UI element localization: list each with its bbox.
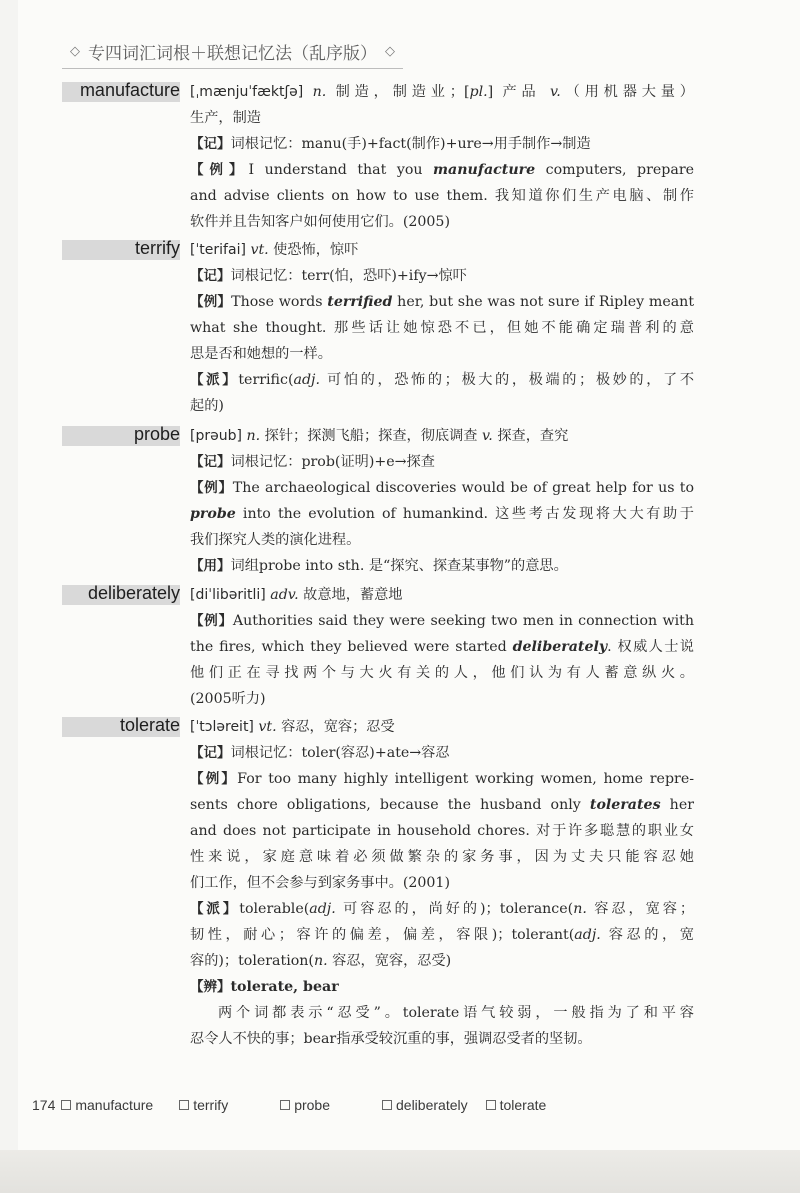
entry-line <box>190 1026 694 1052</box>
header-title: 专四词汇词根＋联想记忆法（乱序版） <box>88 43 377 64</box>
footer-word <box>280 1097 330 1113</box>
footer-word-label: manufacture <box>75 1097 154 1113</box>
entry-line <box>190 183 694 209</box>
headword: terrify <box>135 238 180 258</box>
headword: tolerate <box>119 715 180 735</box>
text-run: 起的) <box>190 398 224 414</box>
text-run: 可容忍的，尚好的)；tolerance( <box>335 901 574 917</box>
text-run: n. <box>312 84 327 100</box>
footer-word <box>382 1097 468 1113</box>
entry-line <box>190 527 694 553</box>
text-run: ] 产品 <box>487 84 550 100</box>
text-run: terrified <box>327 294 393 310</box>
text-run: (2005听力) <box>190 691 266 707</box>
text-run: 制造，制造业；[ <box>326 84 470 100</box>
entry-line <box>190 948 694 974</box>
text-run: vt. <box>258 719 277 735</box>
checkbox-square-icon <box>486 1100 496 1110</box>
diamond-icon: ◇ <box>385 43 395 59</box>
entry-line <box>190 501 694 527</box>
footer-word <box>486 1097 547 1113</box>
entry-line <box>190 608 694 634</box>
text-run: her, but she was not sure if Ripley meant <box>392 294 694 310</box>
text-run <box>303 84 312 100</box>
section-tag: 【记】 <box>190 268 231 284</box>
headword: deliberately <box>87 583 180 603</box>
entry-line <box>190 475 694 501</box>
text-run: 词根记忆：terr(怕，恐吓)+ify→惊吓 <box>230 268 467 284</box>
running-header <box>62 38 403 69</box>
entry-line <box>190 792 694 818</box>
diamond-icon: ◇ <box>70 43 80 59</box>
text-run: into the evolution of humankind. 这些考古发现将大大有助于 <box>235 506 694 522</box>
text-run: tolerates <box>589 797 661 813</box>
entry-line <box>190 922 694 948</box>
entry-body <box>190 237 694 419</box>
section-tag: 【记】 <box>190 745 231 761</box>
entry-body <box>190 714 694 1052</box>
text-run: adj. <box>574 927 601 943</box>
checkbox-square-icon <box>179 1100 189 1110</box>
text-run: 忍令人不快的事；bear指承受较沉重的事，强调忍受者的坚韧。 <box>190 1031 592 1047</box>
entry-line <box>190 105 694 131</box>
entry-line <box>190 553 694 579</box>
entry-body <box>190 79 694 235</box>
entry-line <box>190 818 694 844</box>
text-run: 词根记忆：manu(手)+fact(制作)+ure→用手制作→制造 <box>230 136 591 152</box>
text-run: 软件并且告知客户如何使用它们。(2005) <box>190 214 450 230</box>
text-run: 容的)；toleration( <box>190 953 314 969</box>
text-run: For too many highly intelligent working women, home repre- <box>237 771 694 787</box>
entry-line <box>190 582 694 608</box>
text-run: 性来说，家庭意味着必须做繁杂的家务事，因为丈夫只能容忍她 <box>190 849 694 865</box>
page-number: 174 <box>32 1097 56 1113</box>
text-run: I understand that you <box>248 162 434 178</box>
text-run: 他们正在寻找两个与大火有关的人，他们认为有人蓄意纵火。 <box>190 665 694 681</box>
entry-line <box>190 315 694 341</box>
text-run: vt. <box>250 242 269 258</box>
footer-word-index <box>61 1097 558 1113</box>
section-tag: 【派】 <box>190 372 239 388</box>
text-run: 可怕的，恐怖的；极大的，极端的；极妙的，了不 <box>319 372 694 388</box>
section-tag: 【辨】 <box>190 979 231 995</box>
checkbox-square-icon <box>280 1100 290 1110</box>
text-run: and advise clients on how to use them. 我知道你们生产电脑、制作 <box>190 188 694 204</box>
checkbox-square-icon <box>61 1100 71 1110</box>
footer-word <box>61 1097 153 1113</box>
footer-word-label: tolerate <box>499 1097 547 1113</box>
text-run: terrific( <box>238 372 294 388</box>
entry-line <box>190 131 694 157</box>
entry-line <box>190 766 694 792</box>
text-run: manufacture <box>433 162 536 178</box>
text-run: her <box>669 797 694 813</box>
text-run: tolerable( <box>239 901 310 917</box>
text-run: 容忍，宽容； <box>586 901 694 917</box>
entry-line <box>190 449 694 475</box>
text-run: Authorities said they were seeking two men in connection with <box>232 613 694 629</box>
text-run: sents chore obligations, because the husband only <box>190 797 590 813</box>
text-run: and does not participate in household chores. 对于许多聪慧的职业女 <box>190 823 694 839</box>
text-run: v. <box>549 84 561 100</box>
section-tag: 【记】 <box>190 136 231 152</box>
text-run: computers, prepare <box>545 162 694 178</box>
section-tag: 【用】 <box>190 558 231 574</box>
text-run: （用机器大量） <box>560 84 694 100</box>
text-run: adj. <box>309 901 336 917</box>
text-run: Those words <box>231 294 328 310</box>
section-tag: 【例】 <box>190 294 232 310</box>
text-run: 词组probe into sth. 是“探究、探查某事物”的意思。 <box>230 558 568 574</box>
entry-line <box>190 974 694 1000</box>
entry-line <box>190 870 694 896</box>
entry-line <box>190 714 694 740</box>
headword: probe <box>133 424 180 444</box>
text-run: v. <box>481 428 493 444</box>
text-run: the fires, which they believed were started <box>190 639 513 655</box>
phonetic: [ˌmænjuˈfæktʃə] <box>190 84 304 100</box>
text-run: 探针；探测飞船；探查，彻底调查 <box>260 428 482 444</box>
entry-line <box>190 896 694 922</box>
entry-body <box>190 423 694 579</box>
entry-line <box>190 341 694 367</box>
entry-line <box>190 844 694 870</box>
text-run: The archaeological discoveries would be of great help for us to <box>232 480 694 496</box>
entry-line <box>190 660 694 686</box>
entry-body <box>190 582 694 712</box>
entry-line <box>190 634 694 660</box>
footer-word-label: terrify <box>193 1097 229 1113</box>
phonetic: [ˈterifai] <box>190 242 246 258</box>
text-run: . 权威人士说 <box>607 639 694 655</box>
text-run: 生产，制造 <box>190 110 261 126</box>
footer-word-label: deliberately <box>396 1097 468 1113</box>
phonetic: [diˈlibəritli] <box>190 587 266 603</box>
footer-word <box>179 1097 228 1113</box>
text-run: 故意地，蓄意地 <box>298 587 403 603</box>
text-run: 词根记忆：prob(证明)+e→探查 <box>230 454 435 470</box>
section-tag: 【记】 <box>190 454 231 470</box>
text-run: what she thought. 那些话让她惊恐不已，但她不能确定瑞普利的意 <box>190 320 694 336</box>
text-run: tolerate, bear <box>230 979 339 995</box>
text-run: n. <box>573 901 587 917</box>
text-run: n. <box>246 428 261 444</box>
text-run: 容忍，宽容；忍受 <box>276 719 395 735</box>
page-footer <box>32 1097 558 1113</box>
text-run: 探查，查究 <box>492 428 569 444</box>
headword: manufacture <box>79 80 180 100</box>
section-tag: 【例】 <box>190 613 233 629</box>
text-run: 容忍，宽容，忍受) <box>327 953 452 969</box>
entry-line <box>190 263 694 289</box>
section-tag: 【派】 <box>190 901 240 917</box>
text-run: 词根记忆：toler(容忍)+ate→容忍 <box>230 745 450 761</box>
text-run: 韧性，耐心；容许的偏差，偏差，容限)；tolerant( <box>190 927 575 943</box>
text-run: deliberately <box>512 639 608 655</box>
text-run: n. <box>313 953 328 969</box>
section-tag: 【例】 <box>190 480 233 496</box>
entry-line <box>190 237 694 263</box>
entry-line <box>190 367 694 393</box>
entry-line <box>190 289 694 315</box>
entry-line <box>190 1000 694 1026</box>
entry-line <box>190 79 694 105</box>
text-run: adj. <box>293 372 320 388</box>
text-run: adv. <box>270 587 299 603</box>
entry-line <box>190 209 694 235</box>
section-tag: 【例】 <box>190 771 238 787</box>
section-tag: 【例】 <box>190 162 249 178</box>
checkbox-square-icon <box>382 1100 392 1110</box>
text-run: 们工作，但不会参与到家务事中。(2001) <box>190 875 450 891</box>
scan-bottom-shade <box>0 1150 800 1193</box>
text-run: 使恐怖，惊吓 <box>268 242 359 258</box>
text-run: probe <box>190 506 236 522</box>
entry-line <box>190 393 694 419</box>
text-run: 思是否和她想的一样。 <box>190 346 332 362</box>
entry-line <box>190 157 694 183</box>
entry-line <box>190 423 694 449</box>
text-run: 容忍的，宽 <box>600 927 694 943</box>
text-run: 两个词都表示“忍受”。tolerate语气较弱，一般指为了和平容 <box>218 1005 694 1021</box>
entry-line <box>190 740 694 766</box>
text-run: 我们探究人类的演化进程。 <box>190 532 361 548</box>
footer-word-label: probe <box>294 1097 330 1113</box>
phonetic: [prəub] <box>190 428 242 444</box>
phonetic: [ˈtɔləreit] <box>190 719 254 735</box>
text-run: pl. <box>469 84 488 100</box>
entry-line <box>190 686 694 712</box>
